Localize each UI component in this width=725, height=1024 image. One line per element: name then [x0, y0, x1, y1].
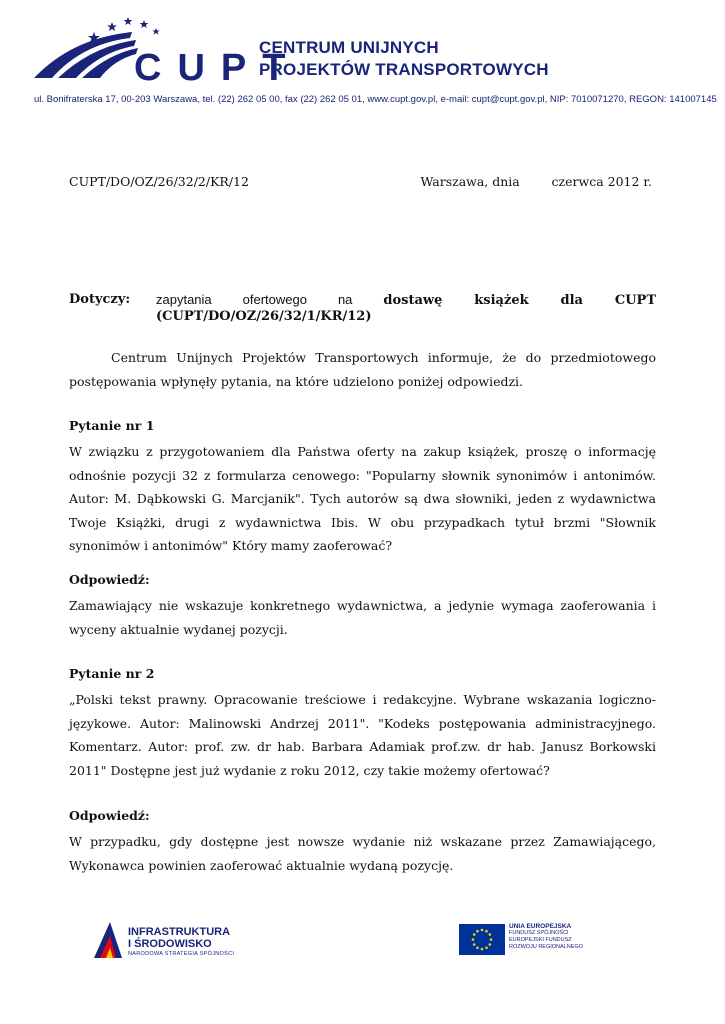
answer-1-heading: Odpowiedź: [69, 572, 150, 587]
logo-wordmark: CUPT [134, 47, 302, 89]
org-name-line1: CENTRUM UNIJNYCH [259, 38, 439, 57]
org-name-line2: PROJEKTÓW TRANSPORTOWYCH [259, 60, 549, 79]
eu-funds-text: UNIA EUROPEJSKA FUNDUSZ SPÓJNOŚCI EUROPEJSKI FUNDUSZ ROZWOJU REGIONALNEGO [509, 923, 583, 950]
subject-label: Dotyczy: [69, 292, 131, 307]
subject-text-bold: dostawę książek dla CUPT [383, 293, 656, 308]
subject-reference: (CUPT/DO/OZ/26/32/1/KR/12) [156, 309, 372, 324]
answer-2-heading: Odpowiedź: [69, 808, 150, 823]
intro-paragraph: Centrum Unijnych Projektów Transportowych informuje, że do przedmiotowego postępowania wpłynęły pytania, na które udzielono poniżej odpowiedzi. [69, 350, 656, 389]
document-date: Warszawa, dnia czerwca 2012 r. [420, 174, 652, 189]
question-2-heading: Pytanie nr 2 [69, 666, 155, 681]
answer-2-text: W przypadku, gdy dostępne jest nowsze wydanie niż wskazane przez Zamawiającego, Wykonawca powinien zaoferować aktualnie wydaną pozycję. [69, 834, 656, 873]
question-1-text: W związku z przygotowaniem dla Państwa oferty na zakup książek, proszę o informację odnośnie pozycji 32 z formularza cenowego: "Popularny słownik synonimów i antonimów. Autor: M. Dąbkowski G. Marcjanik". Tych autorów są dwa słowniki, jeden z wydawnictwa Twoje Książki, drugi z wydawnictwa Ibis. W obu przypadkach tytuł brzmi "Słownik synonimów i antonimów" Który mamy zaoferować? [69, 444, 656, 554]
infrastructure-logo-text: INFRASTRUKTURA I ŚRODOWISKO NARODOWA STRATEGIA SPÓJNOŚCI [128, 926, 235, 957]
document-reference: CUPT/DO/OZ/26/32/2/KR/12 [69, 174, 249, 189]
letterhead [32, 14, 717, 112]
question-1-heading: Pytanie nr 1 [69, 418, 155, 433]
cupt-logo [32, 14, 302, 89]
org-address: ul. Bonifraterska 17, 00-203 Warszawa, tel. (22) 262 05 00, fax (22) 262 05 01, www.cupt.gov.pl, e-mail: cupt@cupt.gov.pl, NIP: 7010071270, REGON: 141007145 [34, 94, 717, 105]
subject-text-plain: zapytania ofertowego na [156, 292, 353, 307]
subject-text [156, 292, 656, 308]
answer-1-text: Zamawiający nie wskazuje konkretnego wydawnictwa, a jedynie wymaga zaoferowania i wyceny aktualnie wydanej pozycji. [69, 598, 656, 637]
infrastructure-logo-icon [92, 918, 124, 962]
eu-flag-icon [459, 924, 505, 955]
question-2-text: „Polski tekst prawny. Opracowanie treściowe i redakcyjne. Wybrane wskazania logiczno-językowe. Autor: Malinowski Andrzej 2011". "Kodeks postępowania administracyjnego. Komentarz. Autor: prof. zw. dr hab. Barbara Adamiak prof.zw. dr hab. Janusz Borkowski 2011" Dostępne jest już wydanie z roku 2012, czy takie możemy ofertować? [69, 692, 656, 778]
footer-logos [0, 910, 725, 970]
